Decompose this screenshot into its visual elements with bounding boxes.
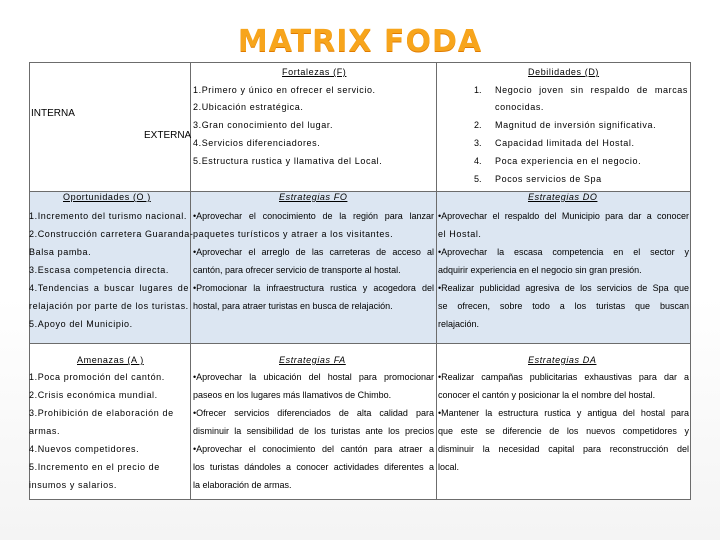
amenaza-line: 1.Poca promoción del cantón.: [29, 372, 165, 382]
fortaleza-item: 1.Primero y único en ofrecer el servicio.: [193, 85, 376, 95]
fo-line: cantón, para ofrecer servicio de transporte al hostal.: [193, 265, 401, 275]
page-title: MATRIX FODA: [237, 24, 483, 59]
fa-line: •Aprovechar la ubicación del hostal para promocionar: [193, 372, 434, 382]
fa-line: disminuir la sensibilidad de los turistas ante los precios: [193, 426, 434, 436]
do-line: •Realizar publicidad agresiva de los servicios de Spa que: [438, 283, 689, 293]
debilidad-num: 4.: [474, 156, 482, 166]
debilidad-item: Magnitud de inversión significativa.: [495, 120, 657, 130]
interna-label: INTERNA: [31, 108, 75, 119]
amenaza-line: 2.Crisis económica mundial.: [29, 390, 158, 400]
fo-line: •Aprovechar el conocimiento de la región para lanzar: [193, 211, 434, 221]
da-header: Estrategias DA: [528, 355, 597, 365]
fortaleza-item: 5.Estructura rustica y llamativa del Local.: [193, 156, 383, 166]
fo-header: Estrategias FO: [279, 192, 348, 202]
fa-cell: [191, 344, 437, 500]
do-header: Estrategias DO: [528, 192, 598, 202]
debilidad-item-cont: conocidas.: [495, 102, 545, 112]
debilidad-item: Capacidad limitada del Hostal.: [495, 138, 635, 148]
fo-line: hostal, para atraer turistas en busca de relajación.: [193, 301, 393, 311]
debilidades-header: Debilidades (D): [528, 67, 600, 77]
fo-line: paquetes turísticos y atraer a los visitantes.: [193, 229, 394, 239]
externa-label: EXTERNA: [144, 130, 192, 141]
oportunidad-line: 5.Apoyo del Municipio.: [29, 319, 133, 329]
da-line: •Realizar campañas publicitarias exhaustivas para dar a: [438, 372, 689, 382]
fa-line: •Aprovechar el conocimiento del cantón para atraer a: [193, 444, 434, 454]
amenaza-line: insumos y salarios.: [29, 480, 117, 490]
amenaza-line: 3.Prohibición de elaboración de: [29, 408, 174, 418]
fa-header: Estrategias FA: [279, 355, 346, 365]
da-line: local.: [438, 462, 460, 472]
amenaza-line: 4.Nuevos competidores.: [29, 444, 140, 454]
da-line: •Mantener la estructura rustica y antigua del hostal para: [438, 408, 689, 418]
fortaleza-item: 2.Ubicación estratégica.: [193, 102, 304, 112]
fortalezas-header: Fortalezas (F): [282, 67, 347, 77]
da-line: conocer el cantón y posicionar la el nombre del hostal.: [438, 390, 656, 400]
debilidad-item: Pocos servicios de Spa: [495, 174, 602, 184]
debilidad-num: 2.: [474, 120, 482, 130]
da-cell: [437, 344, 691, 500]
fo-line: •Aprovechar el arreglo de las carreteras de acceso al: [193, 247, 434, 257]
debilidad-num: 5.: [474, 174, 482, 184]
amenazas-header: Amenazas (A ): [77, 355, 144, 365]
debilidad-item: Negocio joven sin respaldo de marcas: [495, 85, 688, 95]
oportunidades-header: Oportunidades (O ): [63, 192, 151, 202]
do-line: adquirir experiencia en el negocio sin gran presión.: [438, 265, 642, 275]
fa-line: paseos en los lugares más llamativos de Chimbo.: [193, 390, 392, 400]
amenaza-line: armas.: [29, 426, 61, 436]
debilidad-item: Poca experiencia en el negocio.: [495, 156, 642, 166]
oportunidad-line: 2.Construcción carretera Guaranda-: [29, 229, 194, 239]
da-line: que este se diferencie de los nuevos competidores y: [438, 426, 689, 436]
oportunidad-line: 1.Incremento del turismo nacional.: [29, 211, 187, 221]
fa-line: la elaboración de armas.: [193, 480, 292, 490]
oportunidad-line: 4.Tendencias a buscar lugares de: [29, 283, 189, 293]
amenaza-line: 5.Incremento en el precio de: [29, 462, 160, 472]
debilidad-num: 3.: [474, 138, 482, 148]
fa-line: los turistas dándoles a conocer actividades diferentes a: [193, 462, 434, 472]
do-line: relajación.: [438, 319, 480, 329]
fa-line: •Ofrecer servicios diferenciados de alta calidad para: [193, 408, 434, 418]
da-line: disminuir la necesidad capital para reconstrucción del: [438, 444, 689, 454]
fortaleza-item: 3.Gran conocimiento del lugar.: [193, 120, 334, 130]
debilidad-num: 1.: [474, 85, 482, 95]
do-line: •Aprovechar la escasa competencia en el sector y: [438, 247, 689, 257]
corner-cell: [29, 62, 191, 192]
oportunidad-line: relajación por parte de los turistas.: [29, 301, 189, 311]
fortaleza-item: 4.Servicios diferenciadores.: [193, 138, 321, 148]
do-line: •Aprovechar el respaldo del Municipio para dar a conocer: [438, 211, 689, 221]
amenazas-cell: [29, 344, 191, 500]
do-line: se ofrecen, sobre todo a los turistas que buscan: [438, 301, 689, 311]
fo-line: •Promocionar la infraestructura rustica y acogedora del: [193, 283, 434, 293]
oportunidad-line: 3.Escasa competencia directa.: [29, 265, 169, 275]
do-line: el Hostal.: [438, 229, 482, 239]
oportunidad-line: Balsa pamba.: [29, 247, 92, 257]
